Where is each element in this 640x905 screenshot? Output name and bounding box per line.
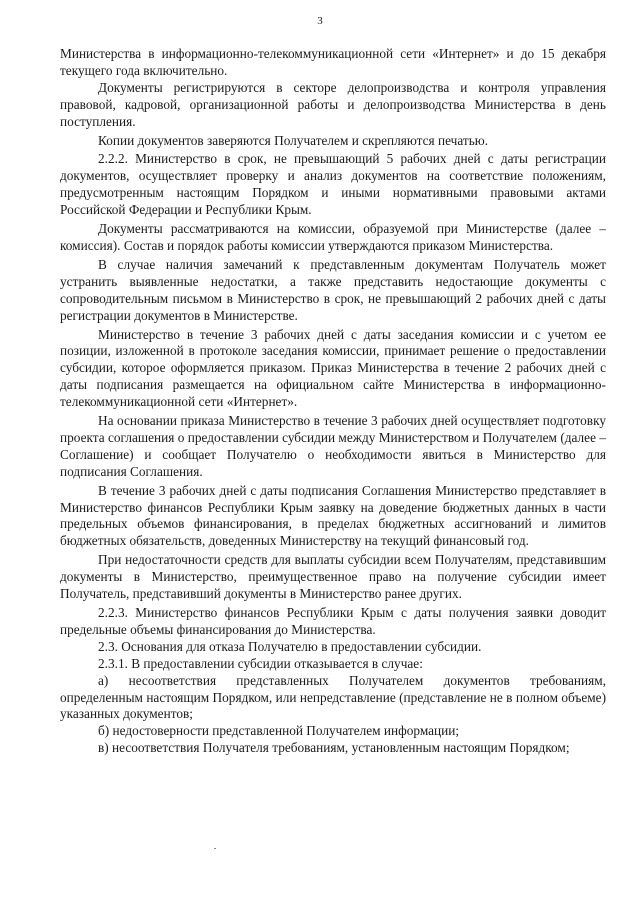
paragraph: а) несоответствия представленных Получателем документов требованиям, определенным настоящим Порядком, или непредставление (представление не в полном объеме) указанных документов; xyxy=(60,672,606,722)
paragraph: Копии документов заверяются Получателем и скрепляются печатью. xyxy=(98,132,489,148)
document-body xyxy=(60,46,606,757)
paragraph: Документы рассматриваются на комиссии, образуемой при Министерстве (далее – комиссия). Состав и порядок работы комиссии утверждаются приказом Министерства. xyxy=(60,221,606,253)
paragraph: На основании приказа Министерство в течение 3 рабочих дней осуществляет подготовку проекта соглашения о предоставлении субсидии между Министерством и Получателем (далее – Соглашение) и сообщает Получателю о необходимости явиться в Министерство для подписания Соглашения. xyxy=(60,413,606,479)
paragraph: 2.2.2. Министерство в срок, не превышающий 5 рабочих дней с даты регистрации документов, осуществляет проверку и анализ документов на соответствие положениям, предусмотренным настоящим Порядком и иными нормативными правовыми актами Российской Федерации и Республики Крым. xyxy=(60,151,606,218)
paragraph: При недостаточности средств для выплаты субсидии всем Получателям, представившим документы в Министерство, преимущественное право на получение субсидии имеет Получатель, представивший документы в Министерство ранее других. xyxy=(60,552,606,602)
paragraph: В течение 3 рабочих дней с даты подписания Соглашения Министерство представляет в Министерство финансов Республики Крым заявку на доведение бюджетных данных в части предельных объемов финансирования, в пределах бюджетных ассигнований и лимитов бюджетных обязательств, доведенных Министерству на текущий финансовый год. xyxy=(60,482,606,549)
paragraph: б) недостоверности представленной Получателем информации; xyxy=(98,723,460,739)
scan-speck xyxy=(214,848,216,849)
paragraph: 2.3.1. В предоставлении субсидии отказывается в случае: xyxy=(98,655,423,671)
paragraph: 2.3. Основания для отказа Получателю в предоставлении субсидии. xyxy=(98,638,482,654)
paragraph: В случае наличия замечаний к представленным документам Получатель может устранить выявленные недостатки, а также представить недостающие документы с сопроводительным письмом в Министерство в срок, не превышающий 2 рабочих дней с даты регистрации документов в Министерстве. xyxy=(60,256,606,323)
paragraph: Министерство в течение 3 рабочих дней с даты заседания комиссии и с учетом ее позиции, изложенной в протоколе заседания комиссии, принимает решение о предоставлении субсидии, которое оформляется приказом. Приказ Министерства в течение 2 рабочих дней с даты подписания размещается на официальном сайте Министерства в информационно-телекоммуникационной сети «Интернет». xyxy=(60,326,606,410)
paragraph: в) несоответствия Получателя требованиям, установленным настоящим Порядком; xyxy=(98,740,570,756)
paragraph: Министерства в информационно-телекоммуникационной сети «Интернет» и до 15 декабря текущего года включительно. xyxy=(60,46,606,78)
paragraph: Документы регистрируются в секторе делопроизводства и контроля управления правовой, кадровой, организационной работы и делопроизводства Министерства в день поступления. xyxy=(60,79,606,129)
paragraph: 2.2.3. Министерство финансов Республики Крым с даты получения заявки доводит предельные объемы финансирования до Министерства. xyxy=(60,605,606,637)
page-number: 3 xyxy=(317,15,323,27)
